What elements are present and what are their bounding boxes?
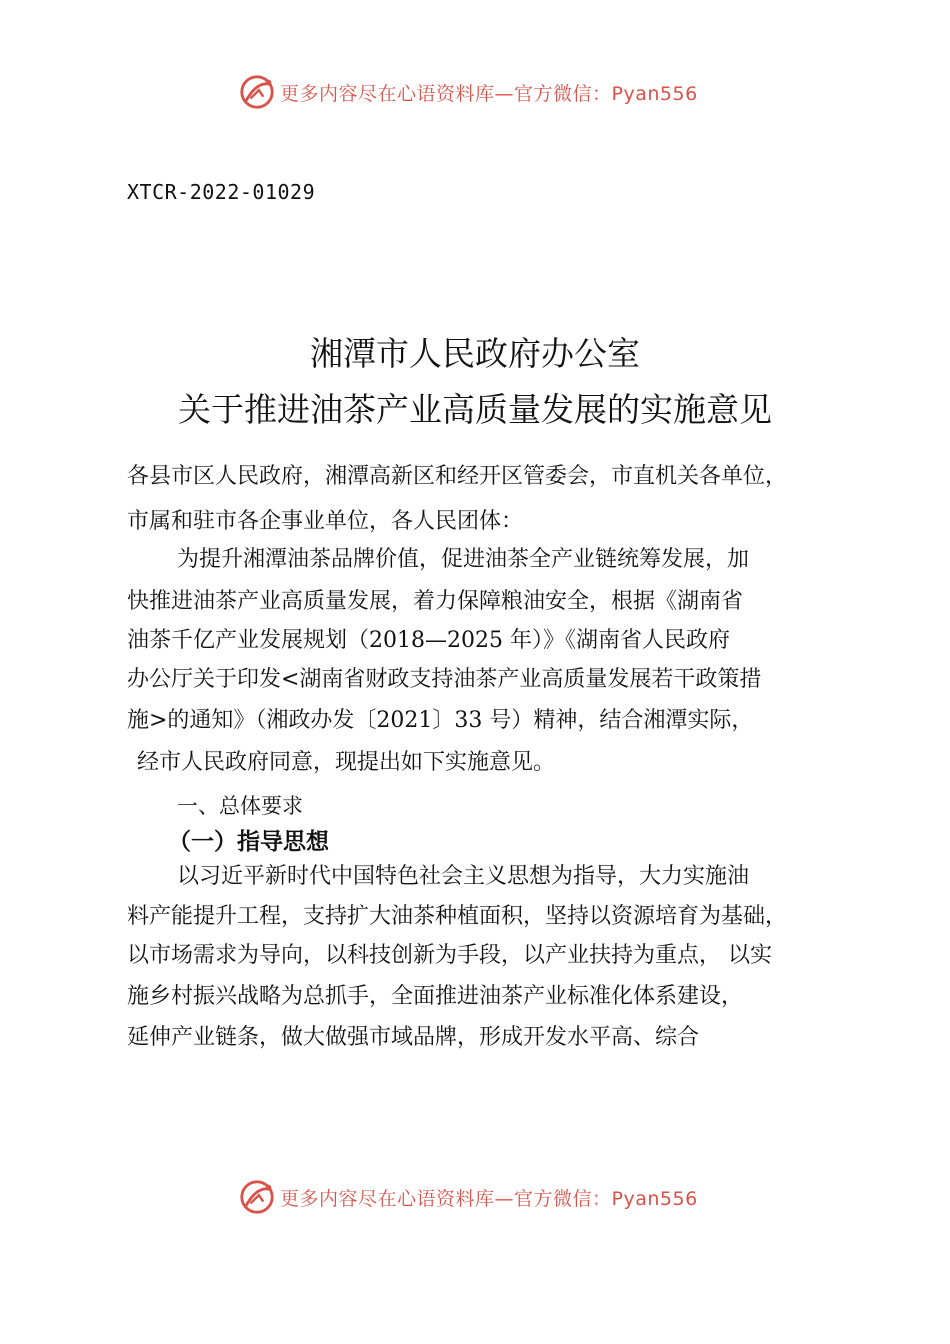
document-title-line-2: 关于推进油茶产业高质量发展的实施意见 [178, 390, 772, 429]
seal-logo-icon [238, 73, 276, 111]
paragraph-line: 为提升湘潭油茶品牌价值，促进油茶全产业链统筹发展，加 [177, 547, 750, 572]
footer-banner [238, 1177, 698, 1217]
paragraph-line: 延伸产业链条，做大做强市域品牌，形成开发水平高、综合 [127, 1025, 700, 1050]
seal-logo-icon [238, 1178, 276, 1216]
subsection-heading: （一）指导思想 [168, 829, 329, 855]
section-heading: 一、总体要求 [177, 794, 303, 818]
document-number: XTCR-2022-01029 [127, 180, 316, 204]
paragraph-line: 油茶千亿产业发展规划（2018—2025 年）》《湖南省人民政府 [127, 628, 730, 653]
header-banner [238, 72, 698, 112]
banner-text: 更多内容尽在心语资料库—官方微信：Pyan556 [280, 1187, 698, 1210]
paragraph-line: 快推进油茶产业高质量发展，着力保障粮油安全，根据《湖南省 [127, 589, 744, 614]
document-title-line-1: 湘潭市人民政府办公室 [310, 334, 640, 373]
paragraph-line: 以市场需求为导向，以科技创新为手段，以产业扶持为重点， 以实 [127, 943, 772, 968]
paragraph-line: 施乡村振兴战略为总抓手，全面推进油茶产业标准化体系建设， [127, 984, 744, 1009]
paragraph-line: 经市人民政府同意，现提出如下实施意见。 [137, 750, 556, 775]
paragraph-line: 办公厅关于印发<湖南省财政支持油茶产业高质量发展若干政策措 [127, 667, 762, 692]
paragraph-line: 以习近平新时代中国特色社会主义思想为指导，大力实施油 [177, 864, 750, 889]
addressee-line: 各县市区人民政府，湘潭高新区和经开区管委会，市直机关各单位， [127, 464, 788, 489]
banner-text: 更多内容尽在心语资料库—官方微信：Pyan556 [280, 82, 698, 105]
paragraph-line: 施>的通知》（湘政办发〔2021〕33 号）精神，结合湘潭实际， [127, 708, 754, 733]
addressee-line: 市属和驻市各企事业单位，各人民团体： [127, 509, 524, 534]
paragraph-line: 料产能提升工程，支持扩大油茶种植面积，坚持以资源培育为基础， [127, 904, 788, 929]
